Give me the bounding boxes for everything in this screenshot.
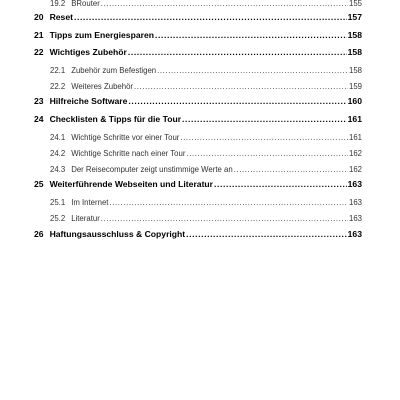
toc-entry-title: Weiteres Zubehör xyxy=(71,82,134,91)
toc-entry-page: 163 xyxy=(348,214,362,223)
dot-leader xyxy=(134,80,348,93)
toc-entry[interactable] xyxy=(34,95,362,108)
toc-entry[interactable] xyxy=(50,212,362,225)
toc-entry-title: BRouter xyxy=(71,0,100,8)
toc-entry-number: 24.3 xyxy=(50,165,66,174)
toc-entry-number: 24 xyxy=(34,114,44,124)
dot-leader xyxy=(214,178,347,191)
toc-entry-number: 22 xyxy=(34,47,44,57)
toc-entry[interactable] xyxy=(50,196,362,209)
toc-entry-title: Tipps zum Energiesparen xyxy=(49,30,154,40)
dot-leader xyxy=(74,11,347,24)
dot-leader xyxy=(234,163,348,176)
dot-leader xyxy=(109,196,348,209)
toc-entry-number: 23 xyxy=(34,96,44,106)
toc-entry[interactable] xyxy=(34,11,362,24)
toc-entry[interactable] xyxy=(34,178,362,191)
toc-entry-number: 24.1 xyxy=(50,133,66,142)
toc-entry-title: Im Internet xyxy=(71,198,109,207)
dot-leader xyxy=(101,0,348,10)
toc-entry-number: 19.2 xyxy=(50,0,66,8)
dot-leader xyxy=(180,131,348,144)
toc-entry-page: 162 xyxy=(348,165,362,174)
toc-entry[interactable] xyxy=(34,46,362,59)
dot-leader xyxy=(186,147,348,160)
toc-entry[interactable] xyxy=(34,228,362,241)
toc-entry-page: 155 xyxy=(348,0,362,8)
toc-entry-title: Hilfreiche Software xyxy=(49,96,128,106)
toc-entry[interactable] xyxy=(50,64,362,77)
toc-entry-title: Wichtige Schritte nach einer Tour xyxy=(71,149,186,158)
toc-entry[interactable] xyxy=(34,29,362,42)
dot-leader xyxy=(128,95,346,108)
toc-entry-title: Zubehör zum Befestigen xyxy=(71,66,157,75)
toc-entry-title: Reset xyxy=(49,12,73,22)
dot-leader xyxy=(101,212,348,225)
toc-entry-title: Weiterführende Webseiten und Literatur xyxy=(49,179,214,189)
toc-entry-page: 160 xyxy=(347,96,362,106)
toc-entry-number: 26 xyxy=(34,229,44,239)
toc-entry-page: 158 xyxy=(347,47,362,57)
toc-entry[interactable] xyxy=(50,147,362,160)
dot-leader xyxy=(186,228,346,241)
dot-leader xyxy=(128,46,347,59)
toc-entry-page: 159 xyxy=(348,82,362,91)
toc-entry-title: Haftungsausschluss & Copyright xyxy=(49,229,186,239)
toc-entry-page: 161 xyxy=(347,114,362,124)
toc-entry-page: 163 xyxy=(347,229,362,239)
toc-entry-title: Checklisten & Tipps für die Tour xyxy=(49,114,182,124)
toc-entry-number: 22.2 xyxy=(50,82,66,91)
toc-entry-title: Literatur xyxy=(71,214,100,223)
toc-entry[interactable] xyxy=(50,163,362,176)
toc-entry[interactable] xyxy=(50,80,362,93)
dot-leader xyxy=(155,29,347,42)
toc-entry-page: 163 xyxy=(348,198,362,207)
toc-entry-number: 25.1 xyxy=(50,198,66,207)
toc-entry-number: 25 xyxy=(34,179,44,189)
toc-entry-number: 21 xyxy=(34,30,44,40)
toc-entry-number: 24.2 xyxy=(50,149,66,158)
toc-entry-page: 157 xyxy=(347,12,362,22)
toc-entry-page: 158 xyxy=(347,30,362,40)
toc-entry-title: Wichtige Schritte vor einer Tour xyxy=(71,133,180,142)
dot-leader xyxy=(182,113,347,126)
toc-entry[interactable] xyxy=(50,0,362,10)
dot-leader xyxy=(157,64,348,77)
toc-entry[interactable] xyxy=(34,113,362,126)
toc-entry[interactable] xyxy=(50,131,362,144)
toc-entry-page: 162 xyxy=(348,149,362,158)
toc-entry-page: 163 xyxy=(347,179,362,189)
toc-entry-number: 20 xyxy=(34,12,44,22)
toc-entry-title: Wichtiges Zubehör xyxy=(49,47,127,57)
toc-entry-page: 158 xyxy=(348,66,362,75)
toc-entry-page: 161 xyxy=(348,133,362,142)
toc-entry-number: 25.2 xyxy=(50,214,66,223)
toc-entry-number: 22.1 xyxy=(50,66,66,75)
toc-entry-title: Der Reisecomputer zeigt unstimmige Werte an xyxy=(71,165,233,174)
